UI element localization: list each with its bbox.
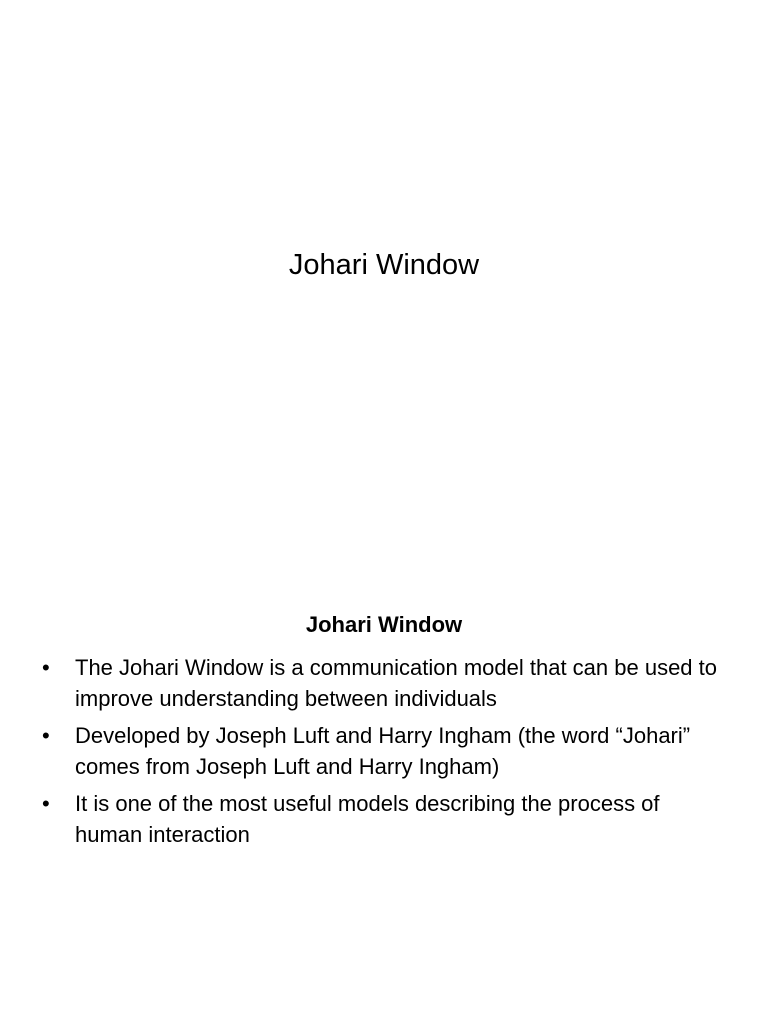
bullet-icon: •	[42, 791, 50, 816]
bullet-text: Developed by Joseph Luft and Harry Ingham (the word “Johari” comes from Joseph Luft and Harry Ingham)	[75, 723, 691, 779]
bullet-text: It is one of the most useful models describing the process of human interaction	[75, 791, 660, 847]
bullet-item	[40, 720, 720, 782]
bullet-icon: •	[42, 723, 50, 748]
bullet-list	[40, 652, 720, 856]
bullet-text: The Johari Window is a communication model that can be used to improve understanding between individuals	[75, 655, 717, 711]
content-slide	[0, 576, 768, 1024]
bullet-item	[40, 652, 720, 714]
title-slide-heading: Johari Window	[288, 249, 480, 281]
bullet-icon: •	[42, 655, 50, 680]
bullet-item	[40, 788, 720, 850]
content-slide-heading: Johari Window	[305, 612, 463, 637]
